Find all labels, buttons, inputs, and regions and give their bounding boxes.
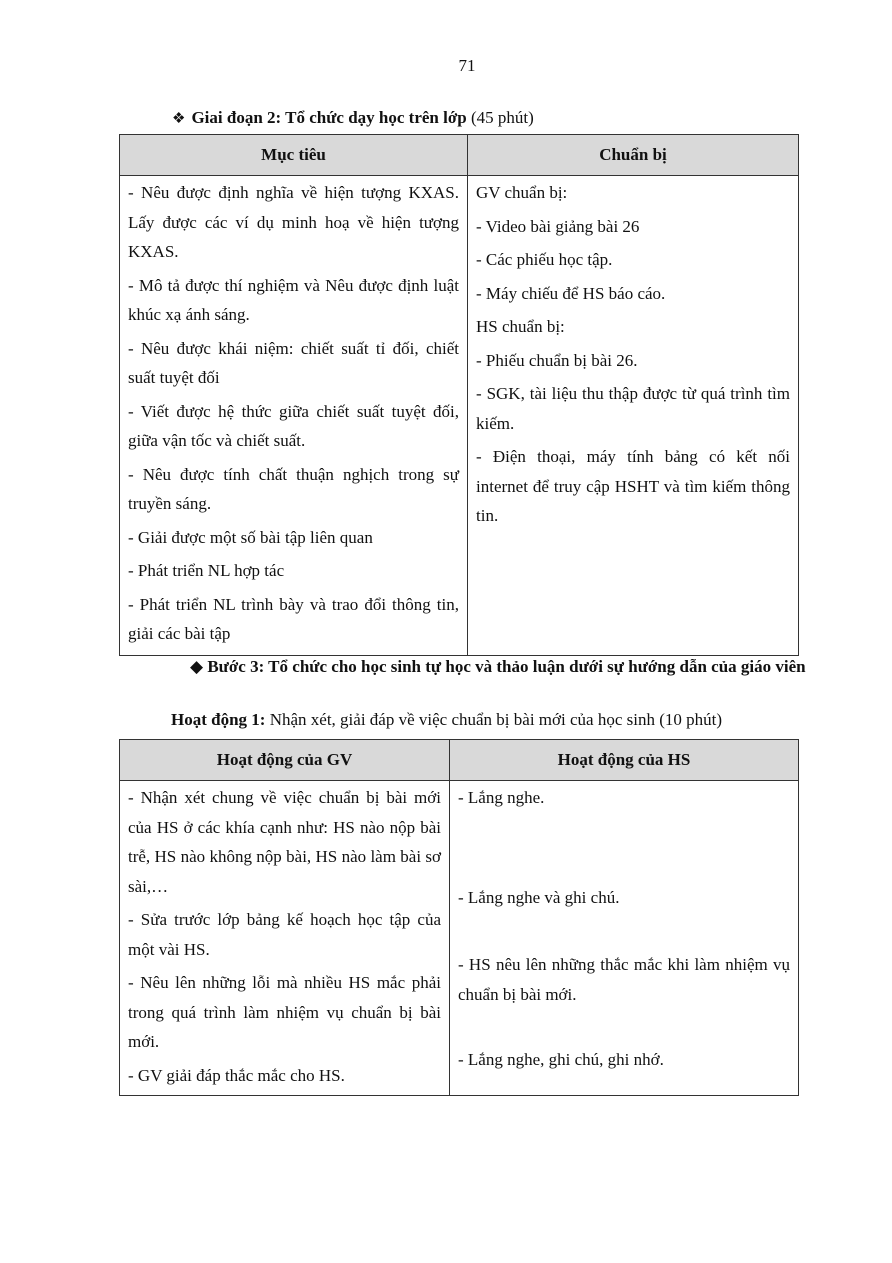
gv-activity-item: - GV giải đáp thắc mắc cho HS. [128,1065,345,1085]
activity1-text: Nhận xét, giải đáp về việc chuẩn bị bài mới của học sinh (10 phút) [269,710,722,729]
stage-heading [172,108,534,128]
objectives-preparation-table [119,134,799,656]
activities-table [119,739,799,1096]
objective-item: - Phát triển NL hợp tác [128,561,285,580]
objective-item: - Nêu được định nghĩa về hiện tượng KXAS. Lấy được các ví dụ minh hoạ về hiện tượng KXAS. [128,183,459,261]
preparation-item: - SGK, tài liệu thu thập được từ quá trình tìm kiếm. [476,384,790,433]
header-muc-tieu: Mục tiêu [120,135,468,176]
preparation-cell [468,176,799,656]
hs-activity-item: - Lắng nghe. [458,788,545,807]
header-gv: Hoạt động của GV [120,740,450,781]
gv-activities-cell [120,781,450,1096]
header-chuan-bi: Chuẩn bị [468,135,799,176]
diamond-bullet-icon: ❖ [172,111,186,127]
objective-item: - Nêu được tính chất thuận nghịch trong sự truyền sáng. [128,464,459,513]
hs-activity-item: - HS nêu lên những thắc mắc khi làm nhiệm vụ chuẩn bị bài mới. [458,955,790,1004]
hs-activity-item: - Lắng nghe và ghi chú. [458,887,620,907]
diamond-bullet-icon: ◆ [190,657,204,676]
objective-item: - Nêu được khái niệm: chiết suất tỉ đối, chiết suất tuyệt đối [128,338,459,387]
objective-item: - Mô tả được thí nghiệm và Nêu được định luật khúc xạ ánh sáng. [128,275,459,324]
gv-activity-item: - Sửa trước lớp bảng kế hoạch học tập của một vài HS. [128,910,441,959]
preparation-item: HS chuẩn bị: [476,317,565,336]
preparation-item: - Video bài giảng bài 26 [476,216,640,236]
preparation-item: GV chuẩn bị: [476,183,568,202]
activity1-heading [171,710,722,730]
preparation-item: - Điện thoại, máy tính bảng có kết nối internet để truy cập HSHT và tìm kiếm thông tin. [476,447,790,525]
gv-activity-item: - Nêu lên những lỗi mà nhiều HS mắc phải trong quá trình làm nhiệm vụ chuẩn bị bài mới. [128,973,441,1051]
objective-item: - Viết được hệ thức giữa chiết suất tuyệt đối, giữa vận tốc và chiết suất. [128,401,459,450]
stage-duration: (45 phút) [470,108,534,127]
gv-activity-item: - Nhận xét chung về việc chuẩn bị bài mới của HS ở các khía cạnh như: HS nào nộp bài trễ, HS nào không nộp bài, HS nào làm bài sơ sài,… [128,788,441,896]
header-hs: Hoạt động của HS [450,740,799,781]
preparation-item: - Các phiếu học tập. [476,250,613,269]
preparation-item: - Phiếu chuẩn bị bài 26. [476,350,638,370]
preparation-item: - Máy chiếu để HS báo cáo. [476,283,666,303]
objectives-cell [120,176,468,656]
hs-activities-cell [450,781,799,1096]
page-number: 71 [458,56,476,75]
stage-title: Giai đoạn 2: Tổ chức dạy học trên lớp [191,108,467,127]
objective-item: - Giải được một số bài tập liên quan [128,527,373,547]
hs-activity-item: - Lắng nghe, ghi chú, ghi nhớ. [458,1050,664,1069]
step3-heading [128,652,808,681]
step3-text: Bước 3: Tổ chức cho học sinh tự học và thảo luận dưới sự hướng dẫn của giáo viên [207,657,806,676]
activity1-label: Hoạt động 1: [171,710,266,729]
objective-item: - Phát triển NL trình bày và trao đổi thông tin, giải các bài tập [128,594,459,643]
